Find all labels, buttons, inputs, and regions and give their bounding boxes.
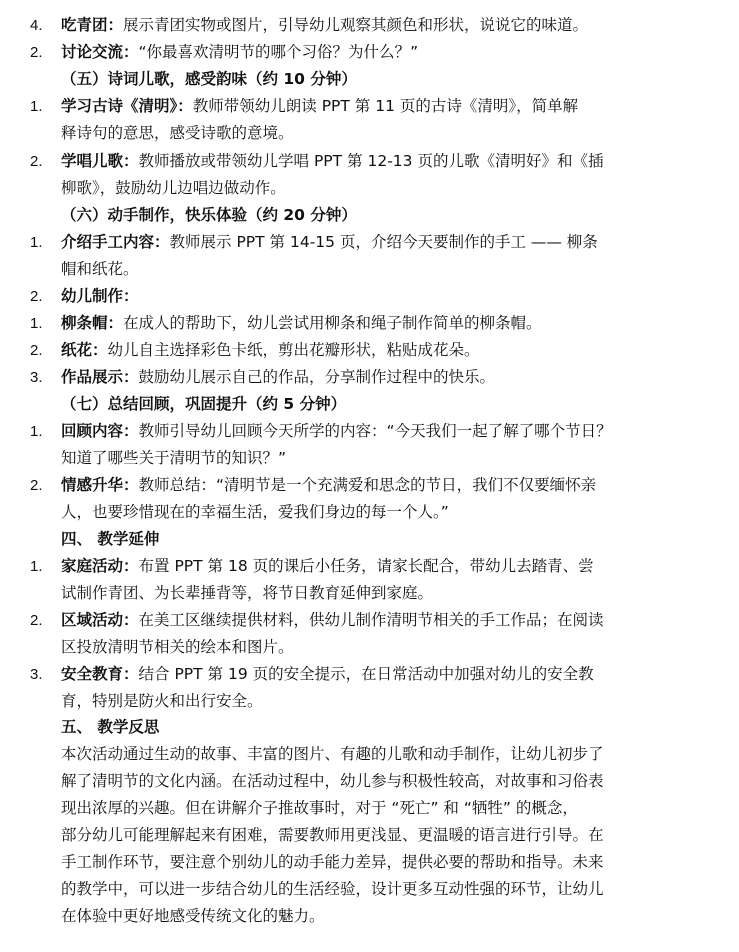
item-label: 情感升华 (61, 476, 124, 494)
item-label: 回顾内容 (61, 422, 124, 440)
item-text: 教师播放或带领幼儿学唱 PPT 第 12-13 页的儿歌《清明好》和《插 (138, 152, 604, 170)
list-number: 1. (30, 315, 43, 332)
list-number: 2. (30, 44, 43, 61)
paragraph-line: 在体验中更好地感受传统文化的魅力。 (61, 907, 325, 925)
item-text: 布置 PPT 第 18 页的课后小任务，请家长配合，带幼儿去踏青、尝 (138, 557, 594, 575)
list-item: 3. 作品展示：鼓励幼儿展示自己的作品，分享制作过程中的快乐。 (0, 364, 739, 391)
list-number: 2. (30, 477, 43, 494)
section-heading: 四、 教学延伸 (61, 530, 160, 548)
list-item: 1. 柳条帽：在成人的帮助下，幼儿尝试用柳条和绳子制作简单的柳条帽。 (0, 310, 739, 337)
list-item: 2. 幼儿制作： (0, 283, 739, 310)
list-item: 2. 情感升华：教师总结：“清明节是一个充满爱和思念的节日，我们不仅要缅怀亲 (0, 472, 739, 499)
list-number: 1. (30, 423, 43, 440)
list-number: 2. (30, 342, 43, 359)
item-label: 讨论交流 (61, 43, 124, 61)
item-label: 安全教育 (61, 665, 124, 683)
paragraph-line: 本次活动通过生动的故事、丰富的图片、有趣的儿歌和动手制作，让幼儿初步了 (61, 745, 604, 763)
item-text: 教师展示 PPT 第 14-15 页，介绍今天要制作的手工 —— 柳条 (169, 233, 598, 251)
paragraph-line: 部分幼儿可能理解起来有困难，需要教师用更浅显、更温暖的语言进行引导。在 (61, 826, 604, 844)
list-item-continuation: 释诗句的意思，感受诗歌的意境。 (61, 124, 294, 142)
list-item: 3. 安全教育：结合 PPT 第 19 页的安全提示，在日常活动中加强对幼儿的安全教 (0, 661, 739, 688)
item-text: 结合 PPT 第 19 页的安全提示，在日常活动中加强对幼儿的安全教 (138, 665, 594, 683)
item-text: 教师带领幼儿朗读 PPT 第 11 页的古诗《清明》，简单解 (192, 97, 579, 115)
list-number: 2. (30, 153, 43, 170)
section-heading: 五、 教学反思 (61, 718, 160, 736)
item-text: 教师引导幼儿回顾今天所学的内容：“今天我们一起了解了哪个节日？ (138, 422, 612, 440)
list-number: 3. (30, 369, 43, 386)
list-number: 3. (30, 666, 43, 683)
subsection-heading: （七）总结回顾，巩固提升（约 5 分钟） (61, 395, 347, 413)
item-text: 在美工区继续提供材料，供幼儿制作清明节相关的手工作品；在阅读 (138, 611, 604, 629)
item-label: 家庭活动 (61, 557, 124, 575)
item-text: 幼儿自主选择彩色卡纸，剪出花瓣形状，粘贴成花朵。 (107, 341, 480, 359)
list-number: 2. (30, 288, 43, 305)
item-label: 吃青团 (61, 16, 108, 34)
list-item-continuation: 帽和纸花。 (61, 260, 139, 278)
item-text: 展示青团实物或图片，引导幼儿观察其颜色和形状，说说它的味道。 (123, 16, 589, 34)
subsection-heading: （五）诗词儿歌，感受韵味（约 10 分钟） (61, 70, 357, 88)
list-number: 1. (30, 98, 43, 115)
list-number: 1. (30, 558, 43, 575)
item-text: 鼓励幼儿展示自己的作品，分享制作过程中的快乐。 (138, 368, 496, 386)
list-item: 2. 纸花：幼儿自主选择彩色卡纸，剪出花瓣形状，粘贴成花朵。 (0, 337, 739, 364)
list-item: 2. 区域活动：在美工区继续提供材料，供幼儿制作清明节相关的手工作品；在阅读 (0, 607, 739, 634)
item-label: 幼儿制作 (61, 287, 124, 305)
subsection-heading: （六）动手制作，快乐体验（约 20 分钟） (61, 206, 357, 224)
item-label: 介绍手工内容 (61, 233, 155, 251)
paragraph-line: 的教学中，可以进一步结合幼儿的生活经验，设计更多互动性强的环节，让幼儿 (61, 880, 604, 898)
list-number: 2. (30, 612, 43, 629)
list-item-continuation: 知道了哪些关于清明节的知识？” (61, 449, 287, 467)
paragraph-line: 现出浓厚的兴趣。但在讲解介子推故事时，对于 “死亡” 和 “牺牲” 的概念， (61, 799, 578, 817)
item-text: 教师总结：“清明节是一个充满爱和思念的节日，我们不仅要缅怀亲 (138, 476, 597, 494)
list-item: 4. 吃青团：展示青团实物或图片，引导幼儿观察其颜色和形状，说说它的味道。 (0, 12, 739, 39)
item-text: 在成人的帮助下，幼儿尝试用柳条和绳子制作简单的柳条帽。 (123, 314, 542, 332)
list-item-continuation: 试制作青团、为长辈捶背等，将节日教育延伸到家庭。 (61, 584, 434, 602)
paragraph-line: 手工制作环节，要注意个别幼儿的动手能力差异，提供必要的帮助和指导。未来 (61, 853, 604, 871)
item-text: “你最喜欢清明节的哪个习俗？为什么？” (138, 43, 419, 61)
list-item: 2. 讨论交流：“你最喜欢清明节的哪个习俗？为什么？” (0, 39, 739, 66)
item-label: 作品展示 (61, 368, 124, 386)
list-number: 4. (30, 17, 43, 34)
item-label: 学唱儿歌 (61, 152, 124, 170)
paragraph-line: 解了清明节的文化内涵。在活动过程中，幼儿参与积极性较高，对故事和习俗表 (61, 772, 604, 790)
list-number: 1. (30, 234, 43, 251)
list-item: 2. 学唱儿歌：教师播放或带领幼儿学唱 PPT 第 12-13 页的儿歌《清明好》和《插 (0, 148, 739, 175)
list-item-continuation: 柳歌》，鼓励幼儿边唱边做动作。 (61, 179, 286, 197)
list-item: 1. 介绍手工内容：教师展示 PPT 第 14-15 页，介绍今天要制作的手工 —— 柳条 (0, 229, 739, 256)
list-item: 1. 回顾内容：教师引导幼儿回顾今天所学的内容：“今天我们一起了解了哪个节日？ (0, 418, 739, 445)
list-item-continuation: 人，也要珍惜现在的幸福生活，爱我们身边的每一个人。” (61, 503, 449, 521)
item-label: 区域活动 (61, 611, 124, 629)
list-item: 1. 家庭活动：布置 PPT 第 18 页的课后小任务，请家长配合，带幼儿去踏青、尝 (0, 553, 739, 580)
list-item: 1. 学习古诗《清明》：教师带领幼儿朗读 PPT 第 11 页的古诗《清明》，简单解 (0, 93, 739, 120)
item-label: 纸花 (61, 341, 93, 359)
list-item-continuation: 育，特别是防火和出行安全。 (61, 692, 263, 710)
item-label: 学习古诗《清明》 (61, 97, 178, 115)
list-item-continuation: 区投放清明节相关的绘本和图片。 (61, 638, 294, 656)
item-label: 柳条帽 (61, 314, 108, 332)
